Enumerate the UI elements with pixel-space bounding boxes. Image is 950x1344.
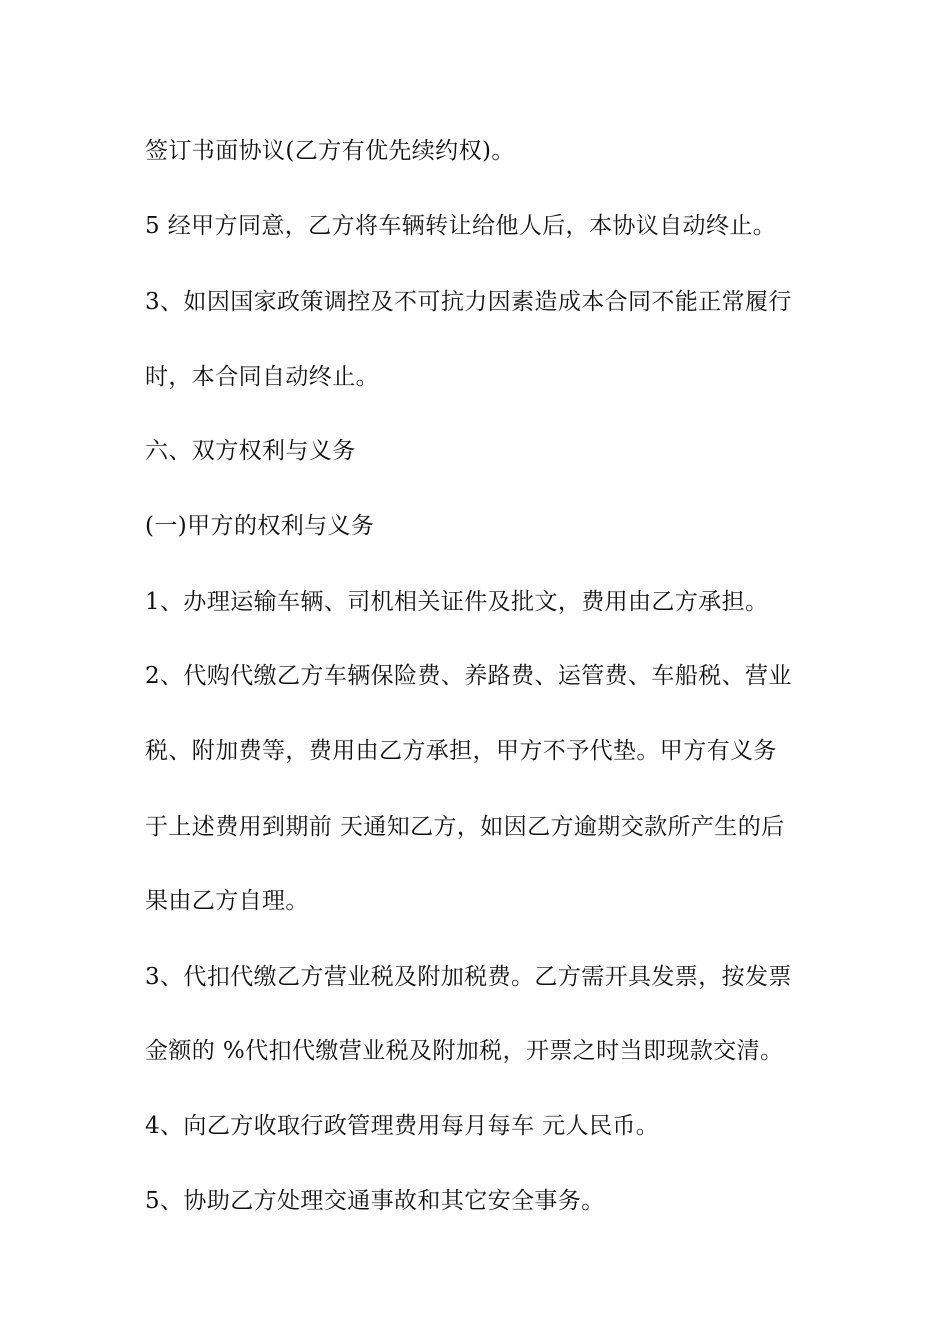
- section-heading: 六、双方权利与义务: [145, 438, 356, 464]
- text-line: 签订书面协议(乙方有优先续约权)。: [145, 138, 515, 164]
- text-line: 金额的 %代扣代缴营业税及附加税，开票之时当即现款交清。: [145, 1038, 784, 1064]
- text-line: 果由乙方自理。: [145, 888, 309, 914]
- text-line: 5 经甲方同意，乙方将车辆转让给他人后，本协议自动终止。: [145, 213, 777, 239]
- text-line: 4、向乙方收取行政管理费用每月每车 元人民币。: [145, 1113, 660, 1139]
- subsection-heading: (一)甲方的权利与义务: [145, 513, 375, 539]
- text-line: 5、协助乙方处理交通事故和其它安全事务。: [145, 1188, 605, 1214]
- text-line: 税、附加费等，费用由乙方承担，甲方不予代垫。甲方有义务: [145, 738, 777, 764]
- text-line: 于上述费用到期前 天通知乙方，如因乙方逾期交款所产生的后: [145, 814, 785, 840]
- text-line: 时，本合同自动终止。: [145, 364, 379, 390]
- text-line: 3、代扣代缴乙方营业税及附加税费。乙方需开具发票，按发票: [145, 964, 792, 990]
- text-line: 1、办理运输车辆、司机相关证件及批文，费用由乙方承担。: [145, 589, 769, 615]
- text-line: 3、如因国家政策调控及不可抗力因素造成本合同不能正常履行: [145, 289, 792, 315]
- text-line: 2、代购代缴乙方车辆保险费、养路费、运管费、车船税、营业: [145, 663, 792, 689]
